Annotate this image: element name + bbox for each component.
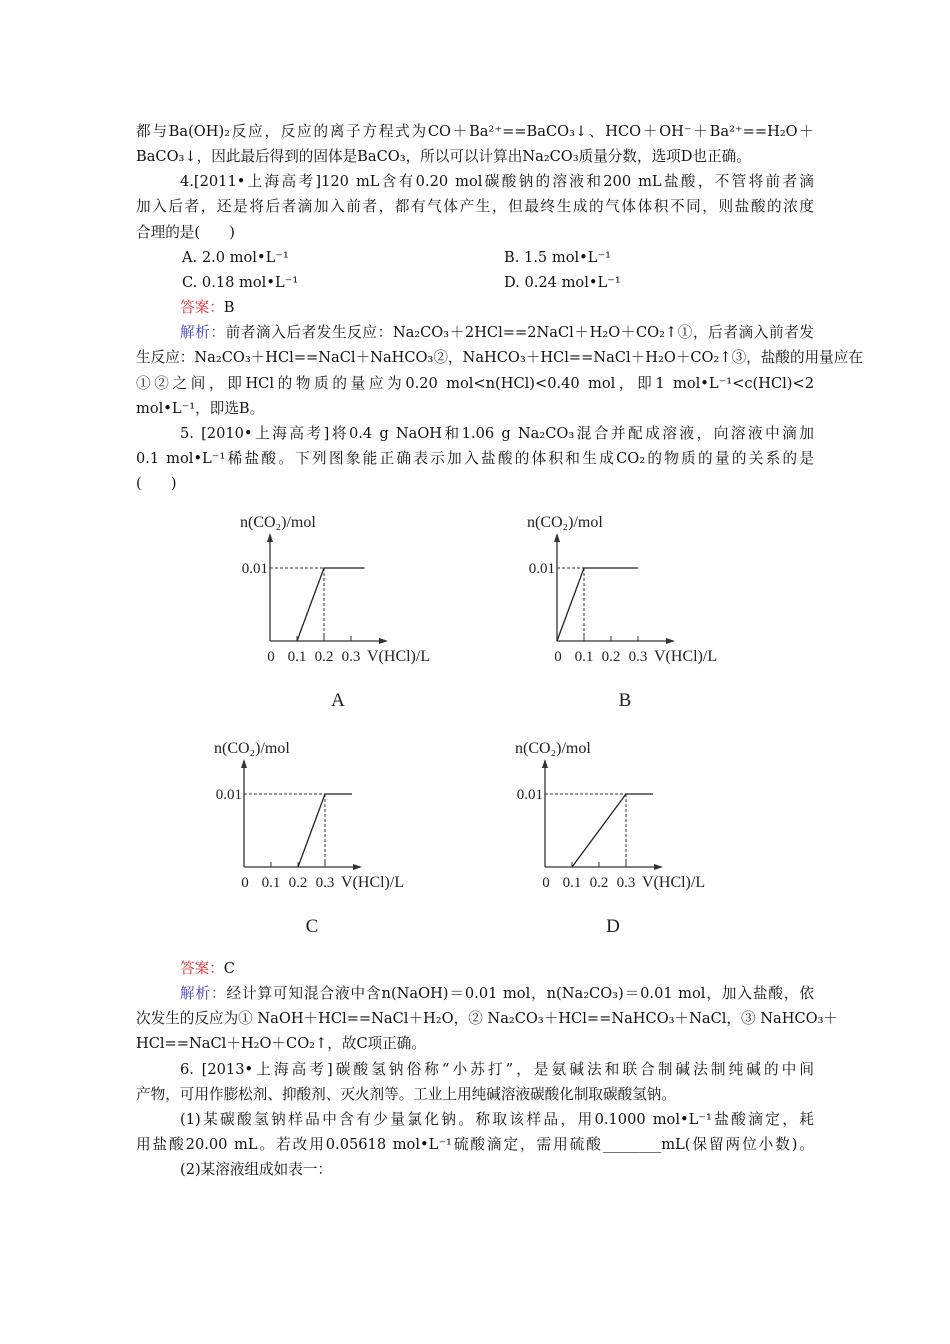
line-text: 次发生的反应为① NaOH＋HCl==NaCl＋H₂O，② Na₂CO₃＋HCl==NaHCO₃＋NaCl，③ NaHCO₃＋ <box>136 1010 839 1028</box>
x-axis-label: V(HCl)/L <box>654 648 718 665</box>
line-text: 6. [2013•上海高考]碳酸氢钠俗称“小苏打”，是氨碱法和联合制碱法制纯碱的中间 <box>180 1060 814 1078</box>
line-text: 经计算可知混合液中含n(NaOH)＝0.01 mol，n(Na₂CO₃)＝0.01 mol，加入盐酸，依 <box>226 985 814 1003</box>
line-text: mol•L⁻¹，即选B。 <box>136 399 265 417</box>
text-line <box>136 221 814 245</box>
x-axis-label: V(HCl)/L <box>367 648 431 665</box>
text-line <box>136 271 814 295</box>
x-axis-arrow-icon <box>654 864 663 870</box>
answer-option: B. 1.5 mol•L⁻¹ <box>504 248 611 266</box>
x-tick-label: 0.1 <box>574 649 594 665</box>
y-axis-arrow-icon <box>267 533 273 542</box>
y-axis-label: n(CO₂)/mol <box>515 740 591 757</box>
chart-option-letter: B <box>618 690 632 711</box>
text-line <box>136 195 814 219</box>
x-tick-label: 0 <box>554 649 562 665</box>
answer-option: C. 0.18 mol•L⁻¹ <box>182 273 299 291</box>
text-line <box>136 472 814 496</box>
text-line <box>136 1007 839 1031</box>
line-text: HCl==NaCl＋H₂O＋CO₂↑，故C项正确。 <box>136 1035 426 1053</box>
line-text: 产物，可用作膨松剂、抑酸剂、灭火剂等。工业上用纯碱溶液碳酸化制取碳酸氢钠。 <box>136 1085 676 1103</box>
line-text: 5. [2010•上海高考]将0.4 g NaOH和1.06 g Na₂CO₃混合并配成溶液，向溶液中滴加 <box>180 424 814 442</box>
text-line <box>136 346 863 370</box>
answer-option: D. 0.24 mol•L⁻¹ <box>504 273 621 291</box>
line-text: 都与Ba(OH)₂反应，反应的离子方程式为CO＋Ba²⁺==BaCO₃↓、HCO＋OH⁻＋Ba²⁺==H₂O＋ <box>136 123 814 140</box>
text-line <box>136 1032 814 1056</box>
line-text: C <box>223 960 235 977</box>
chart-d <box>505 727 705 942</box>
y-tick-label: 0.01 <box>528 561 555 577</box>
x-axis-arrow-icon <box>666 638 675 644</box>
line-text: 4.[2011•上海高考]120 mL含有0.20 mol碳酸钠的溶液和200 mL盐酸，不管将前者滴 <box>180 173 814 191</box>
line-text: 前者滴入后者发生反应：Na₂CO₃＋2HCl==2NaCl＋H₂O＋CO₂↑①，后者滴入前者发 <box>225 324 814 342</box>
x-tick-label: 0.2 <box>601 649 621 665</box>
x-tick-label: 0.2 <box>314 649 334 665</box>
line-text: BaCO₃↓，因此最后得到的固体是BaCO₃，所以可以计算出Na₂CO₃质量分数，选项D也正确。 <box>136 148 751 166</box>
x-tick-label: 0.3 <box>315 875 335 891</box>
text-line <box>136 145 814 169</box>
text-line <box>136 120 814 144</box>
text-line <box>136 447 814 471</box>
text-line <box>136 246 814 270</box>
y-tick-label: 0.01 <box>241 561 268 577</box>
x-tick-label: 0.2 <box>288 875 308 891</box>
chart-option-letter: D <box>606 916 620 937</box>
line-text: (2)某溶液组成如表一： <box>180 1161 333 1179</box>
y-axis-arrow-icon <box>241 759 247 768</box>
x-axis-arrow-icon <box>353 864 362 870</box>
x-tick-label: 0 <box>241 875 249 891</box>
chart-b <box>517 501 717 716</box>
chart-option-letter: C <box>305 916 319 937</box>
text-line <box>180 982 814 1006</box>
chart-c <box>204 727 404 942</box>
chart-option-letter: A <box>331 690 345 711</box>
answer-option: A. 2.0 mol•L⁻¹ <box>182 248 289 266</box>
data-line <box>557 568 638 641</box>
text-line <box>180 422 814 446</box>
text-line <box>180 170 814 194</box>
text-line <box>180 957 814 981</box>
text-line <box>136 372 814 396</box>
y-axis-label: n(CO₂)/mol <box>240 514 316 531</box>
line-text: 0.1 mol•L⁻¹稀盐酸。下列图象能正确表示加入盐酸的体积和生成CO₂的物质的量的关系的是 <box>136 449 814 467</box>
line-text: 加入后者，还是将后者滴加入前者，都有气体产生，但最终生成的气体体积不同，则盐酸的浓度 <box>136 198 814 216</box>
line-text: ( ) <box>136 475 177 493</box>
data-line <box>572 794 653 867</box>
analysis-label: 解析： <box>180 985 227 1003</box>
text-line <box>180 296 814 320</box>
line-text: ①②之间，即HCl的物质的量应为0.20 mol<n(HCl)<0.40 mol，即1 mol•L⁻¹<c(HCl)<2 <box>136 374 814 392</box>
answer-label: 答案： <box>180 960 224 977</box>
x-axis-label: V(HCl)/L <box>642 874 706 891</box>
text-line <box>180 321 814 345</box>
y-axis-label: n(CO₂)/mol <box>214 740 290 757</box>
data-line <box>297 568 365 641</box>
x-tick-label: 0.2 <box>589 875 609 891</box>
answer-label: 答案： <box>180 299 224 317</box>
x-tick-label: 0.1 <box>562 875 582 891</box>
x-tick-label: 0.3 <box>616 875 636 891</box>
x-axis-arrow-icon <box>379 638 388 644</box>
x-tick-label: 0.3 <box>341 649 361 665</box>
y-axis-arrow-icon <box>554 533 560 542</box>
line-text: 生反应：Na₂CO₃＋HCl==NaCl＋NaHCO₃②，NaHCO₃＋HCl==NaCl＋H₂O＋CO₂↑③，盐酸的用量应在 <box>136 349 863 367</box>
text-line <box>136 1133 814 1157</box>
line-text: (1)某碳酸氢钠样品中含有少量氯化钠。称取该样品，用0.1000 mol•L⁻¹盐酸滴定，耗 <box>180 1110 814 1128</box>
x-tick-label: 0.1 <box>287 649 307 665</box>
text-line <box>180 1058 814 1082</box>
line-text: 用盐酸20.00 mL。若改用0.05618 mol•L⁻¹硫酸滴定，需用硫酸________mL(保留两位小数)。 <box>136 1136 814 1154</box>
y-tick-label: 0.01 <box>215 787 242 803</box>
x-tick-label: 0 <box>542 875 550 891</box>
y-axis-arrow-icon <box>542 759 548 768</box>
text-line <box>180 1108 814 1132</box>
text-line <box>136 397 814 421</box>
x-tick-label: 0.3 <box>628 649 648 665</box>
chart-a <box>230 501 430 716</box>
y-axis-label: n(CO₂)/mol <box>527 514 603 531</box>
x-axis-label: V(HCl)/L <box>341 874 405 891</box>
analysis-label: 解析： <box>180 324 226 342</box>
line-text: 合理的是( ) <box>136 223 235 241</box>
text-line <box>180 1158 814 1182</box>
y-tick-label: 0.01 <box>516 787 543 803</box>
text-line <box>136 1083 814 1107</box>
x-tick-label: 0.1 <box>261 875 281 891</box>
x-tick-label: 0 <box>267 649 275 665</box>
line-text: B <box>223 299 235 317</box>
